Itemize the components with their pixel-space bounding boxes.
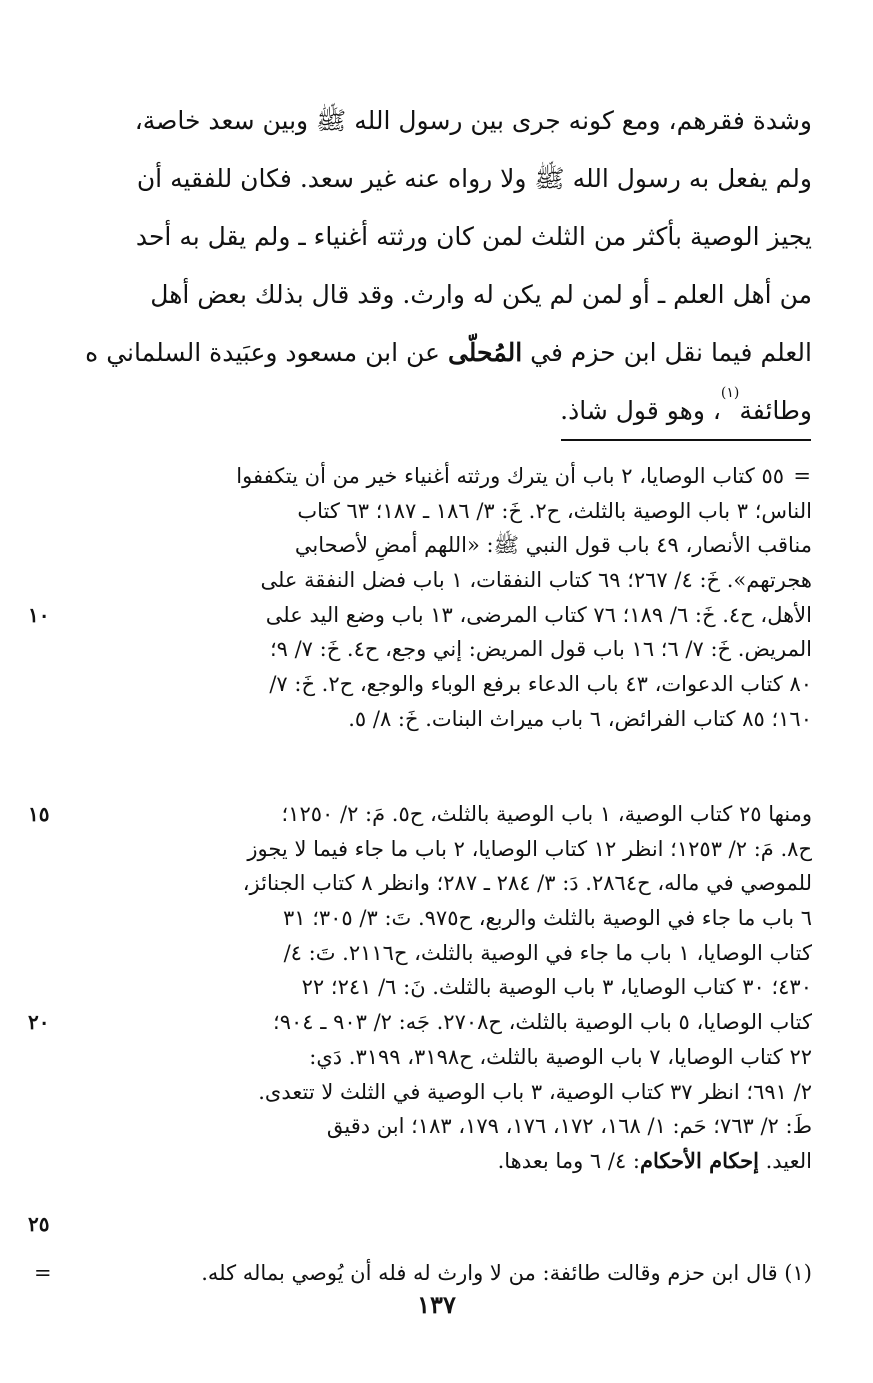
footnote-line: ومنها ٢٥ كتاب الوصية، ١ باب الوصية بالثلث، ح٥. مَ: ٢/ ١٢٥٠؛ bbox=[281, 802, 812, 826]
main-text-span: العلم فيما نقل ابن حزم في bbox=[522, 338, 812, 367]
footnote-block-1 bbox=[62, 459, 812, 737]
main-text-span: ، وهو قول شاذ. bbox=[560, 396, 721, 425]
footnote-line: ٦ باب ما جاء في الوصية بالثلث والربع، ح٩٧٥. تَ: ٣/ ٣٠٥؛ ٣١ bbox=[282, 906, 812, 931]
footnote-line: الأهل، ح٤. خَ: ٦/ ١٨٩؛ ٧٦ كتاب المرضى، ١٣ باب وضع اليد على bbox=[265, 602, 812, 627]
main-text-span: عن ابن مسعود وعبَيدة السلماني ه bbox=[85, 338, 448, 367]
footnote-line: ٢٢ كتاب الوصايا، ٧ باب الوصية بالثلث، ح٣١٩٨، ٣١٩٩. دَي: bbox=[309, 1044, 812, 1069]
main-line: ولم يفعل به رسول الله ﷺ ولا رواه عنه غير سعد. فكان للفقيه أن bbox=[136, 164, 812, 193]
main-line: يجيز الوصية بأكثر من الثلث لمن كان ورثته أغنياء ـ ولم يقل به أحد bbox=[135, 222, 812, 251]
line-number: ١٥ bbox=[28, 802, 50, 826]
footnote-ref: (١) bbox=[720, 385, 740, 401]
main-line bbox=[62, 324, 812, 382]
line-number: ٢٥ bbox=[28, 1212, 50, 1236]
footnote-line: المريض. خَ: ٧/ ٦؛ ١٦ باب قول المريض: إني وجع، ح٤. خَ: ٧/ ٩؛ bbox=[269, 637, 812, 662]
footnote-line: كتاب الوصايا، ١ باب ما جاء في الوصية بالثلث، ح٢١١٦. تَ: ٤/ bbox=[283, 940, 812, 965]
main-text bbox=[62, 92, 812, 440]
footnote-span: : ٤/ ٦ وما بعدها. bbox=[497, 1148, 640, 1173]
continuation-mark-end: = bbox=[34, 1261, 52, 1285]
footnote-separator bbox=[561, 439, 811, 441]
footnote-span: العيد. bbox=[758, 1148, 812, 1173]
main-text-span: وطائفة bbox=[739, 396, 812, 425]
footnote-line: ح٨. مَ: ٢/ ١٢٥٣؛ انظر ١٢ كتاب الوصايا، ٢ باب ما جاء فيما لا يجوز bbox=[247, 836, 812, 861]
footnote-line: ١٦٠؛ ٨٥ كتاب الفرائض، ٦ باب ميراث البنات. خَ: ٨/ ٥. bbox=[348, 706, 812, 731]
footnote-line: مناقب الأنصار، ٤٩ باب قول النبي ﷺ: «اللهم أمضِ لأصحابي bbox=[294, 533, 812, 558]
footnote-line: الناس؛ ٣ باب الوصية بالثلث، ح٢. خَ: ٣/ ١٨٦ ـ ١٨٧؛ ٦٣ كتاب bbox=[297, 498, 812, 523]
footnote-1 bbox=[62, 1256, 812, 1291]
page-number: ١٣٧ bbox=[417, 1290, 456, 1319]
main-line: من أهل العلم ـ أو لمن لم يكن له وارث. وقد قال بذلك بعض أهل bbox=[150, 280, 812, 309]
footnote-line: ٤٣٠؛ ٣٠ كتاب الوصايا، ٣ باب الوصية بالثلث. نَ: ٦/ ٢٤١؛ ٢٢ bbox=[301, 975, 812, 1000]
footnote-line: ٢/ ٦٩١؛ انظر ٣٧ كتاب الوصية، ٣ باب الوصية في الثلث لا تتعدى. bbox=[258, 1079, 812, 1104]
footnote-block-2 bbox=[62, 797, 812, 1179]
footnote-line: (١) قال ابن حزم وقالت طائفة: من لا وارث له فله أن يُوصي بماله كله. bbox=[201, 1261, 812, 1285]
book-title-mohalla: المُحلّى bbox=[447, 338, 523, 367]
continuation-mark: = bbox=[793, 464, 811, 488]
line-number: ١٠ bbox=[28, 603, 50, 627]
footnote-line: هجرتهم». خَ: ٤/ ٢٦٧؛ ٦٩ كتاب النفقات، ١ باب فضل النفقة على bbox=[260, 568, 812, 593]
main-line bbox=[62, 382, 812, 440]
footnote-line: ٨٠ كتاب الدعوات، ٤٣ باب الدعاء برفع الوباء والوجع، ح٢. خَ: ٧/ bbox=[269, 672, 812, 697]
line-number: ٢٠ bbox=[28, 1010, 50, 1034]
footnote-line: طَ: ٢/ ٧٦٣؛ حَم: ١/ ١٦٨، ١٧٢، ١٧٦، ١٧٩، ١٨٣؛ ابن دقيق bbox=[326, 1114, 812, 1139]
footnote-line: للموصي في ماله، ح٢٨٦٤. دَ: ٣/ ٢٨٤ ـ ٢٨٧؛ وانظر ٨ كتاب الجنائز، bbox=[242, 871, 812, 896]
footnote-line: ٥٥ كتاب الوصايا، ٢ باب أن يترك ورثته أغنياء خير من أن يتكففوا bbox=[236, 464, 784, 488]
footnote-line bbox=[62, 1144, 812, 1179]
main-line: وشدة فقرهم، ومع كونه جرى بين رسول الله ﷺ وبين سعد خاصة، bbox=[134, 106, 812, 135]
footnote-line: كتاب الوصايا، ٥ باب الوصية بالثلث، ح٢٧٠٨. جَه: ٢/ ٩٠٣ ـ ٩٠٤؛ bbox=[273, 1010, 812, 1035]
book-title-ihkam: إحكام الأحكام bbox=[640, 1147, 759, 1173]
